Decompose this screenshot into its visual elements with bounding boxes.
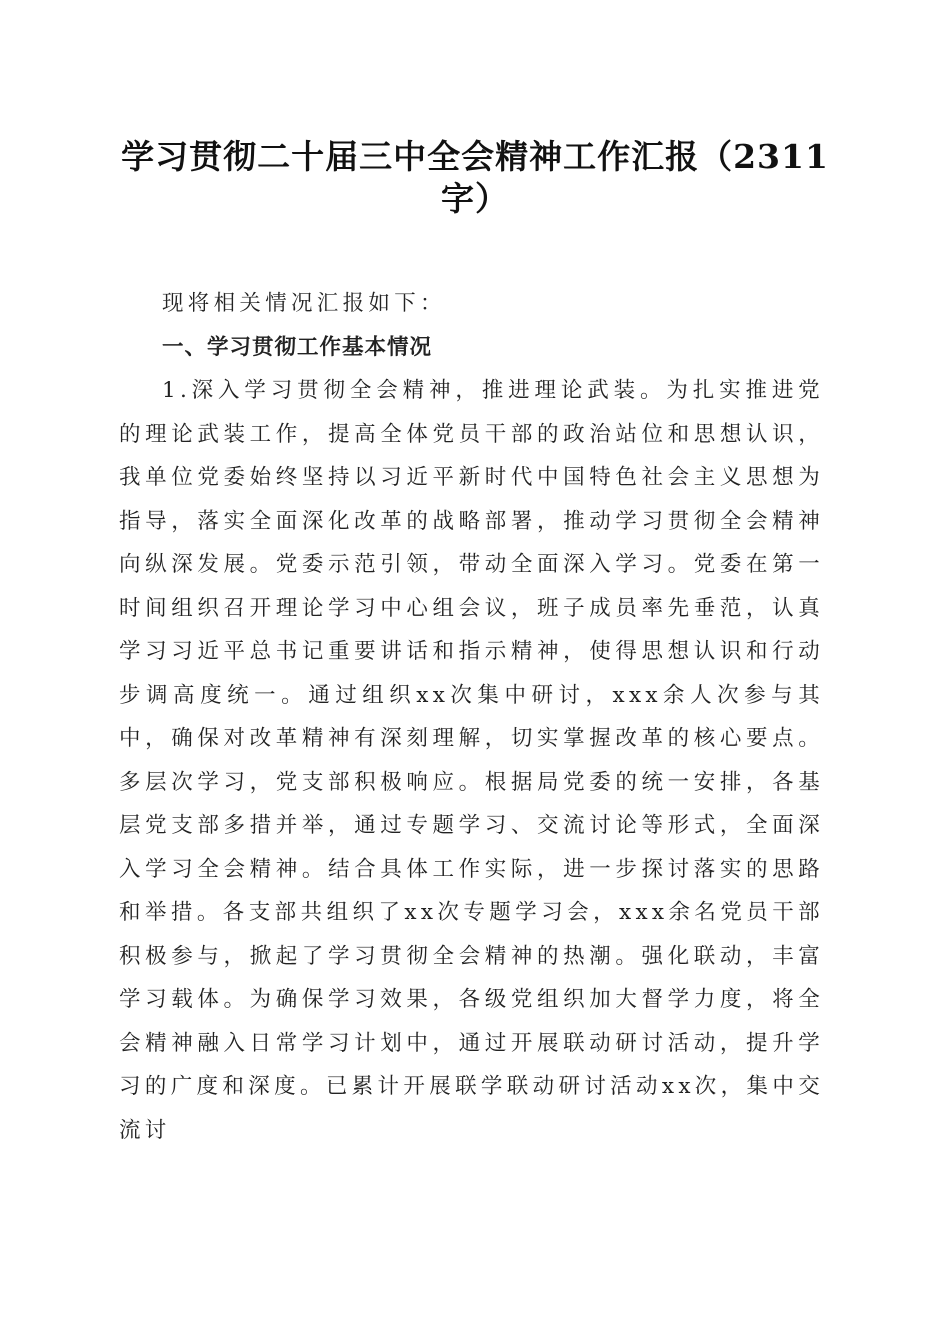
- body-paragraph: 1.深入学习贯彻全会精神，推进理论武装。为扎实推进党的理论武装工作，提高全体党员干部的政治站位和思想认识，我单位党委始终坚持以习近平新时代中国特色社会主义思想为指导，落实全面深化改革的战略部署，推动学习贯彻全会精神向纵深发展。党委示范引领，带动全面深入学习。党委在第一时间组织召开理论学习中心组会议，班子成员率先垂范，认真学习习近平总书记重要讲话和指示精神，使得思想认识和行动步调高度统一。通过组织xx次集中研讨，xxx余人次参与其中，确保对改革精神有深刻理解，切实掌握改革的核心要点。多层次学习，党支部积极响应。根据局党委的统一安排，各基层党支部多措并举，通过专题学习、交流讨论等形式，全面深入学习全会精神。结合具体工作实际，进一步探讨落实的思路和举措。各支部共组织了xx次专题学习会，xxx余名党员干部积极参与，掀起了学习贯彻全会精神的热潮。强化联动，丰富学习载体。为确保学习效果，各级党组织加大督学力度，将全会精神融入日常学习计划中，通过开展联动研讨活动，提升学习的广度和深度。已累计开展联学联动研讨活动xx次，集中交流讨: [119, 378, 824, 1143]
- document-body: [119, 282, 824, 1152]
- document-title: 学习贯彻二十届三中全会精神工作汇报（2311字）: [121, 137, 829, 218]
- section-heading: 一、学习贯彻工作基本情况: [162, 334, 433, 360]
- intro-paragraph: 现将相关情况汇报如下：: [162, 291, 446, 316]
